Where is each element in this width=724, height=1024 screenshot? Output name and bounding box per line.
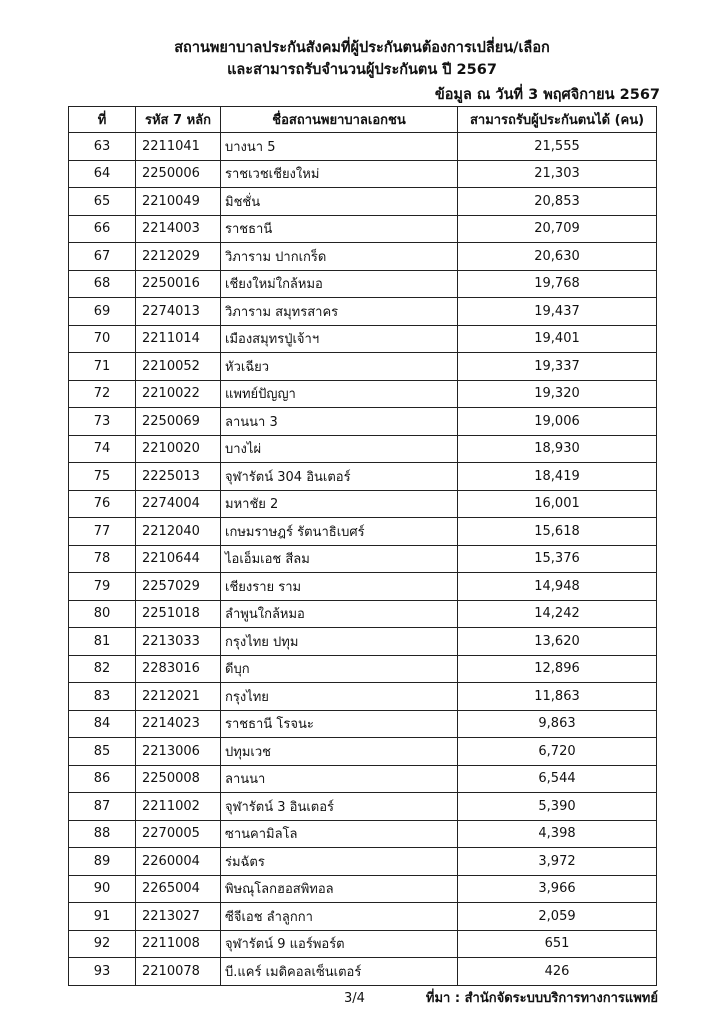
hospital-name-cell: ดีบุก xyxy=(221,655,458,683)
table-row xyxy=(69,243,657,271)
hospital-code-cell: 2270005 xyxy=(136,820,221,848)
hospital-name-cell: เมืองสมุทรปู่เจ้าฯ xyxy=(221,325,458,353)
capacity-cell: 426 xyxy=(458,958,657,986)
row-number-cell: 73 xyxy=(69,408,136,436)
row-number-cell: 77 xyxy=(69,518,136,546)
hospital-name-cell: มหาชัย 2 xyxy=(221,490,458,518)
table-row xyxy=(69,930,657,958)
hospital-code-cell: 2211041 xyxy=(136,133,221,161)
hospital-code-cell: 2210049 xyxy=(136,188,221,216)
capacity-cell: 14,948 xyxy=(458,573,657,601)
row-number-cell: 72 xyxy=(69,380,136,408)
column-header-no: ที่ xyxy=(69,107,136,133)
hospital-name-cell: ลำพูนใกล้หมอ xyxy=(221,600,458,628)
row-number-cell: 66 xyxy=(69,215,136,243)
table-row xyxy=(69,765,657,793)
hospital-name-cell: ไอเอ็มเอช สีลม xyxy=(221,545,458,573)
hospital-capacity-table xyxy=(68,106,657,986)
table-row xyxy=(69,435,657,463)
hospital-code-cell: 2214003 xyxy=(136,215,221,243)
hospital-name-cell: ลานนา xyxy=(221,765,458,793)
hospital-code-cell: 2211002 xyxy=(136,793,221,821)
row-number-cell: 64 xyxy=(69,160,136,188)
hospital-name-cell: ร่มฉัตร xyxy=(221,848,458,876)
hospital-code-cell: 2283016 xyxy=(136,655,221,683)
table-row xyxy=(69,628,657,656)
hospital-name-cell: เชียงใหม่ใกล้หมอ xyxy=(221,270,458,298)
capacity-cell: 19,768 xyxy=(458,270,657,298)
hospital-name-cell: เกษมราษฎร์ รัตนาธิเบศร์ xyxy=(221,518,458,546)
hospital-name-cell: ลานนา 3 xyxy=(221,408,458,436)
row-number-cell: 69 xyxy=(69,298,136,326)
capacity-cell: 19,437 xyxy=(458,298,657,326)
capacity-cell: 12,896 xyxy=(458,655,657,683)
document-title-line1: สถานพยาบาลประกันสังคมที่ผู้ประกันตนต้องการเปลี่ยน/เลือก xyxy=(174,40,550,56)
hospital-name-cell: ราชธานี xyxy=(221,215,458,243)
capacity-cell: 6,544 xyxy=(458,765,657,793)
hospital-code-cell: 2250006 xyxy=(136,160,221,188)
table-row xyxy=(69,215,657,243)
row-number-cell: 76 xyxy=(69,490,136,518)
hospital-code-cell: 2260004 xyxy=(136,848,221,876)
hospital-code-cell: 2257029 xyxy=(136,573,221,601)
hospital-name-cell: แพทย์ปัญญา xyxy=(221,380,458,408)
capacity-cell: 6,720 xyxy=(458,738,657,766)
hospital-code-cell: 2210078 xyxy=(136,958,221,986)
table-row xyxy=(69,188,657,216)
hospital-name-cell: มิชชั่น xyxy=(221,188,458,216)
hospital-code-cell: 2211014 xyxy=(136,325,221,353)
hospital-code-cell: 2211008 xyxy=(136,930,221,958)
hospital-name-cell: บางไผ่ xyxy=(221,435,458,463)
capacity-cell: 4,398 xyxy=(458,820,657,848)
row-number-cell: 92 xyxy=(69,930,136,958)
table-row xyxy=(69,958,657,986)
hospital-code-cell: 2251018 xyxy=(136,600,221,628)
capacity-cell: 21,303 xyxy=(458,160,657,188)
row-number-cell: 87 xyxy=(69,793,136,821)
capacity-cell: 19,337 xyxy=(458,353,657,381)
table-row xyxy=(69,270,657,298)
hospital-code-cell: 2250069 xyxy=(136,408,221,436)
hospital-name-cell: วิภาราม ปากเกร็ด xyxy=(221,243,458,271)
row-number-cell: 70 xyxy=(69,325,136,353)
table-row xyxy=(69,463,657,491)
table-row xyxy=(69,573,657,601)
data-as-of-date: ข้อมูล ณ วันที่ 3 พฤศจิกายน 2567 xyxy=(434,87,660,103)
table-row xyxy=(69,325,657,353)
table-row xyxy=(69,518,657,546)
table-row xyxy=(69,875,657,903)
document-title-line2: และสามารถรับจำนวนผู้ประกันตน ปี 2567 xyxy=(227,62,497,78)
table-row xyxy=(69,738,657,766)
capacity-cell: 16,001 xyxy=(458,490,657,518)
capacity-cell: 19,401 xyxy=(458,325,657,353)
hospital-code-cell: 2265004 xyxy=(136,875,221,903)
row-number-cell: 78 xyxy=(69,545,136,573)
capacity-cell: 5,390 xyxy=(458,793,657,821)
table-row xyxy=(69,380,657,408)
row-number-cell: 84 xyxy=(69,710,136,738)
hospital-code-cell: 2250016 xyxy=(136,270,221,298)
page-number: 3/4 xyxy=(344,991,365,1006)
hospital-code-cell: 2213033 xyxy=(136,628,221,656)
row-number-cell: 83 xyxy=(69,683,136,711)
table-row xyxy=(69,408,657,436)
hospital-name-cell: ราชธานี โรจนะ xyxy=(221,710,458,738)
table-row xyxy=(69,545,657,573)
table-body xyxy=(69,133,657,986)
table-row xyxy=(69,820,657,848)
capacity-cell: 9,863 xyxy=(458,710,657,738)
row-number-cell: 88 xyxy=(69,820,136,848)
hospital-name-cell: บางนา 5 xyxy=(221,133,458,161)
capacity-cell: 18,419 xyxy=(458,463,657,491)
hospital-name-cell: วิภาราม สมุทรสาคร xyxy=(221,298,458,326)
hospital-name-cell: จุฬารัตน์ 304 อินเตอร์ xyxy=(221,463,458,491)
table-row xyxy=(69,683,657,711)
row-number-cell: 89 xyxy=(69,848,136,876)
row-number-cell: 80 xyxy=(69,600,136,628)
table-row xyxy=(69,490,657,518)
hospital-code-cell: 2214023 xyxy=(136,710,221,738)
capacity-cell: 13,620 xyxy=(458,628,657,656)
hospital-code-cell: 2212029 xyxy=(136,243,221,271)
row-number-cell: 63 xyxy=(69,133,136,161)
hospital-name-cell: พิษณุโลกฮอสพิทอล xyxy=(221,875,458,903)
hospital-name-cell: บี.แคร์ เมดิคอลเซ็นเตอร์ xyxy=(221,958,458,986)
hospital-name-cell: จุฬารัตน์ 3 อินเตอร์ xyxy=(221,793,458,821)
row-number-cell: 91 xyxy=(69,903,136,931)
hospital-code-cell: 2213006 xyxy=(136,738,221,766)
table-row xyxy=(69,600,657,628)
table-row xyxy=(69,848,657,876)
hospital-code-cell: 2210052 xyxy=(136,353,221,381)
hospital-name-cell: ปทุมเวช xyxy=(221,738,458,766)
hospital-code-cell: 2225013 xyxy=(136,463,221,491)
column-header-capacity: สามารถรับผู้ประกันตนได้ (คน) xyxy=(458,107,657,133)
table-row xyxy=(69,133,657,161)
row-number-cell: 68 xyxy=(69,270,136,298)
capacity-cell: 20,630 xyxy=(458,243,657,271)
hospital-code-cell: 2274004 xyxy=(136,490,221,518)
hospital-name-cell: เชียงราย ราม xyxy=(221,573,458,601)
hospital-name-cell: หัวเฉียว xyxy=(221,353,458,381)
hospital-code-cell: 2210020 xyxy=(136,435,221,463)
hospital-code-cell: 2210644 xyxy=(136,545,221,573)
hospital-name-cell: จุฬารัตน์ 9 แอร์พอร์ต xyxy=(221,930,458,958)
row-number-cell: 74 xyxy=(69,435,136,463)
capacity-cell: 15,618 xyxy=(458,518,657,546)
hospital-code-cell: 2210022 xyxy=(136,380,221,408)
source-note: ที่มา : สำนักจัดระบบบริการทางการแพทย์ xyxy=(425,991,658,1006)
row-number-cell: 75 xyxy=(69,463,136,491)
capacity-cell: 2,059 xyxy=(458,903,657,931)
row-number-cell: 67 xyxy=(69,243,136,271)
table-row xyxy=(69,793,657,821)
table-row xyxy=(69,903,657,931)
hospital-code-cell: 2212040 xyxy=(136,518,221,546)
table-header-row xyxy=(69,107,657,133)
table-row xyxy=(69,655,657,683)
hospital-code-cell: 2250008 xyxy=(136,765,221,793)
hospital-name-cell: ซีจีเอช ลำลูกกา xyxy=(221,903,458,931)
column-header-code: รหัส 7 หลัก xyxy=(136,107,221,133)
capacity-cell: 14,242 xyxy=(458,600,657,628)
column-header-hospital-name: ชื่อสถานพยาบาลเอกชน xyxy=(221,107,458,133)
hospital-name-cell: กรุงไทย ปทุม xyxy=(221,628,458,656)
table-row xyxy=(69,710,657,738)
capacity-cell: 15,376 xyxy=(458,545,657,573)
row-number-cell: 85 xyxy=(69,738,136,766)
row-number-cell: 65 xyxy=(69,188,136,216)
capacity-cell: 21,555 xyxy=(458,133,657,161)
capacity-cell: 19,320 xyxy=(458,380,657,408)
table-row xyxy=(69,353,657,381)
capacity-cell: 18,930 xyxy=(458,435,657,463)
capacity-cell: 11,863 xyxy=(458,683,657,711)
hospital-name-cell: กรุงไทย xyxy=(221,683,458,711)
hospital-code-cell: 2213027 xyxy=(136,903,221,931)
capacity-cell: 3,966 xyxy=(458,875,657,903)
capacity-cell: 20,709 xyxy=(458,215,657,243)
table-row xyxy=(69,298,657,326)
row-number-cell: 86 xyxy=(69,765,136,793)
capacity-cell: 20,853 xyxy=(458,188,657,216)
row-number-cell: 93 xyxy=(69,958,136,986)
row-number-cell: 90 xyxy=(69,875,136,903)
hospital-code-cell: 2212021 xyxy=(136,683,221,711)
hospital-name-cell: ราชเวชเชียงใหม่ xyxy=(221,160,458,188)
capacity-cell: 19,006 xyxy=(458,408,657,436)
capacity-cell: 651 xyxy=(458,930,657,958)
row-number-cell: 82 xyxy=(69,655,136,683)
hospital-name-cell: ซานคามิลโล xyxy=(221,820,458,848)
table-row xyxy=(69,160,657,188)
hospital-code-cell: 2274013 xyxy=(136,298,221,326)
row-number-cell: 71 xyxy=(69,353,136,381)
row-number-cell: 79 xyxy=(69,573,136,601)
row-number-cell: 81 xyxy=(69,628,136,656)
capacity-cell: 3,972 xyxy=(458,848,657,876)
